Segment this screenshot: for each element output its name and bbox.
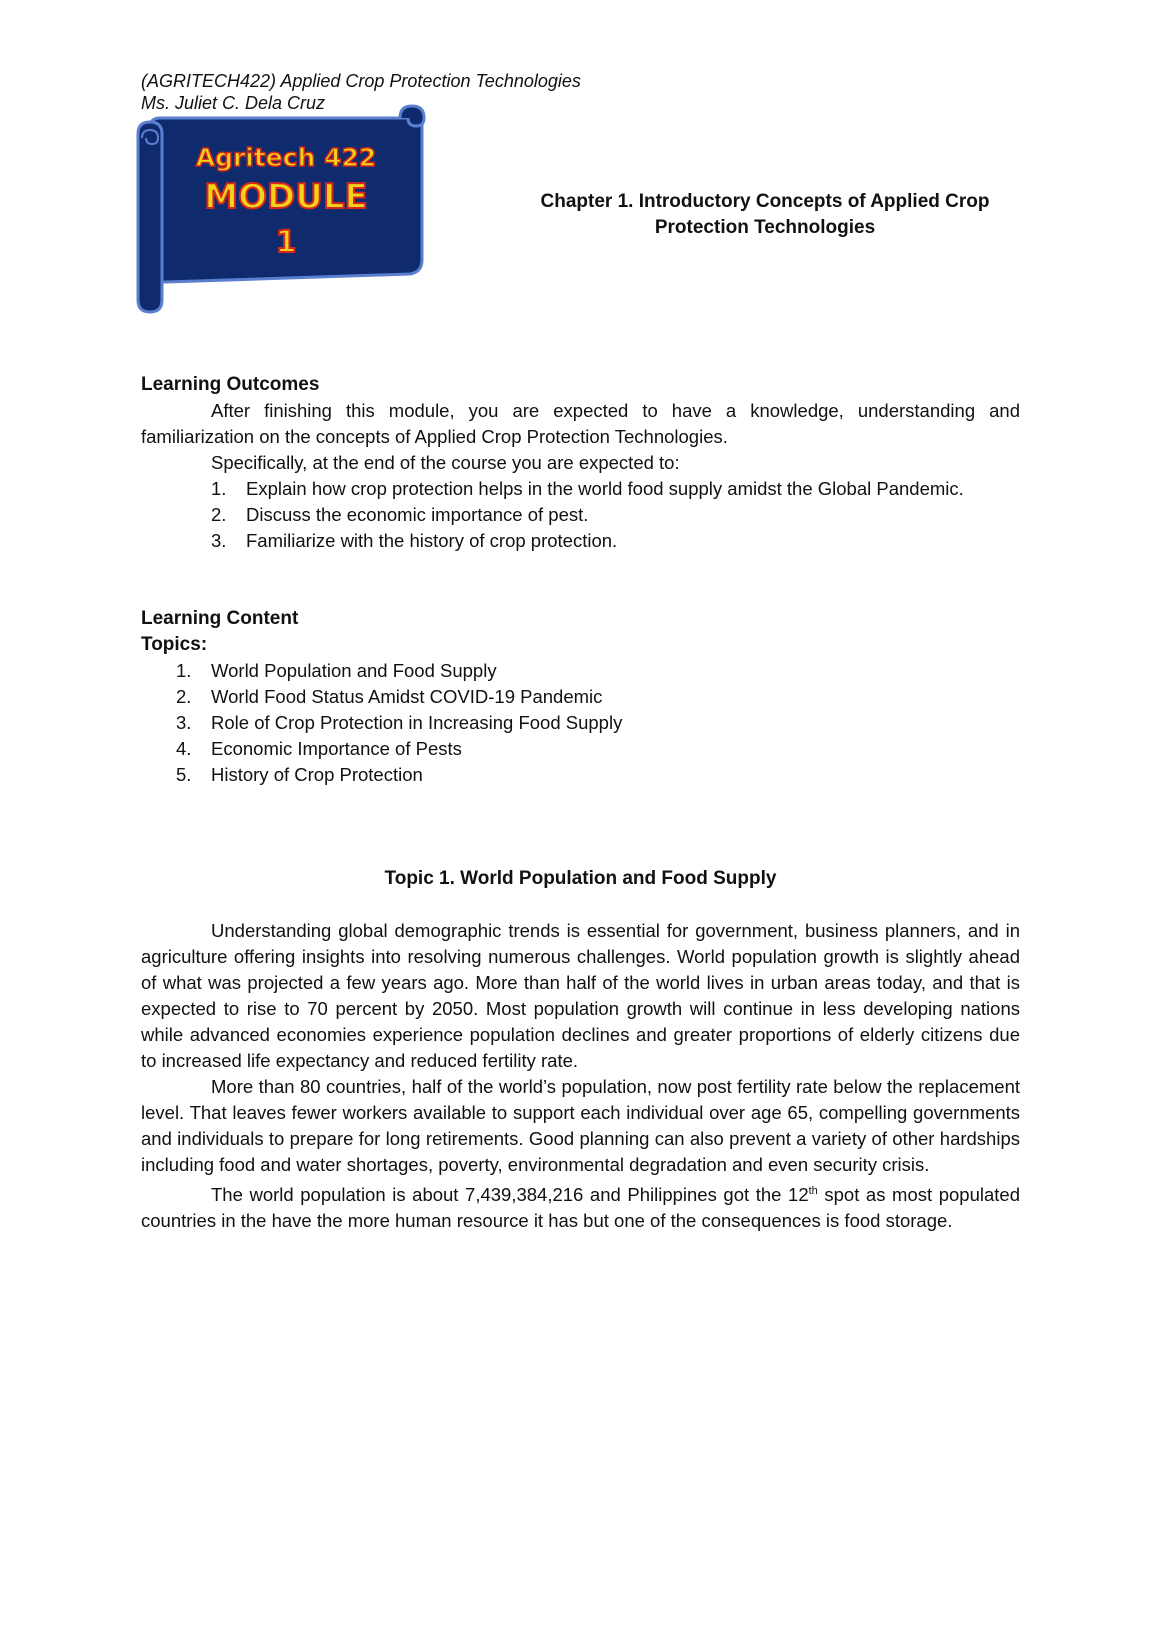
list-item — [141, 502, 1020, 528]
list-text: Role of Crop Protection in Increasing Food Supply — [211, 712, 623, 733]
list-item — [141, 736, 1020, 762]
list-item — [141, 684, 1020, 710]
list-text: Explain how crop protection helps in the world food supply amidst the Global Pandemic. — [246, 478, 964, 499]
para3-text-b: spot as most populated countries in the have the more human resource it has but one of the consequences is food storage. — [141, 1184, 1020, 1232]
list-item — [141, 658, 1020, 684]
learning-content-heading: Learning Content — [141, 608, 299, 629]
banner-line1: Agritech 422 — [195, 143, 377, 172]
list-text: World Food Status Amidst COVID-19 Pandemic — [211, 686, 603, 707]
outcomes-specific: Specifically, at the end of the course you are expected to: — [211, 452, 680, 473]
list-number: 3. — [176, 712, 192, 733]
banner-line3: 1 — [275, 225, 297, 260]
list-text: Familiarize with the history of crop protection. — [246, 530, 618, 551]
list-item — [141, 476, 1020, 502]
list-text: Discuss the economic importance of pest. — [246, 504, 589, 525]
chapter-title-line1: Chapter 1. Introductory Concepts of Applied Crop — [540, 191, 990, 212]
outcomes-intro: After finishing this module, you are expected to have a knowledge, understanding and familiarization on the concepts of Applied Crop Protection Technologies. — [141, 400, 1020, 447]
topics-label: Topics: — [141, 634, 208, 655]
topics-list — [141, 658, 1020, 788]
topic1-paragraph-3 — [141, 1178, 1020, 1234]
topic1-paragraph-1: Understanding global demographic trends is essential for government, business planners, and in agriculture offering insights into resolving numerous challenges. World population growth is slightly ahead of what was projected a few years ago. More than half of the world lives in urban areas today, and that is expected to rise to 70 percent by 2050. Most population growth will continue in less developing nations while advanced economies experience population declines and greater proportions of elderly citizens due to increased life expectancy and reduced fertility rate. — [141, 920, 1020, 1071]
topic1-paragraph-2: More than 80 countries, half of the world’s population, now post fertility rate below the replacement level. That leaves fewer workers available to support each individual over age 65, compelling governments and individuals to prepare for long retirements. Good planning can also prevent a variety of other hardships including food and water shortages, poverty, environmental degradation and even security crisis. — [141, 1076, 1020, 1175]
list-text: World Population and Food Supply — [211, 660, 497, 681]
list-number: 1. — [176, 660, 192, 681]
course-header: (AGRITECH422) Applied Crop Protection Technologies — [141, 71, 581, 91]
module-body — [141, 372, 1020, 1234]
chapter-title-line2: Protection Technologies — [654, 217, 876, 238]
list-text: History of Crop Protection — [211, 764, 423, 785]
banner-line2: MODULE — [204, 177, 368, 217]
outcomes-list — [141, 476, 1020, 554]
learning-outcomes-heading: Learning Outcomes — [141, 374, 320, 395]
list-number: 3. — [211, 530, 227, 551]
list-number: 5. — [176, 764, 192, 785]
list-item — [141, 528, 1020, 554]
list-item — [141, 710, 1020, 736]
chapter-title — [470, 189, 1060, 241]
list-number: 2. — [211, 504, 227, 525]
list-text: Economic Importance of Pests — [211, 738, 462, 759]
para3-text-a: The world population is about 7,439,384,216 and Philippines got the 12 — [211, 1184, 809, 1206]
instructor-header: Ms. Juliet C. Dela Cruz — [141, 93, 326, 113]
list-number: 4. — [176, 738, 192, 759]
list-number: 1. — [211, 478, 227, 499]
para3-superscript: th — [808, 1185, 818, 1197]
topic1-title: Topic 1. World Population and Food Supply — [384, 868, 777, 889]
list-item — [141, 762, 1020, 788]
module-banner — [136, 104, 442, 320]
list-number: 2. — [176, 686, 192, 707]
